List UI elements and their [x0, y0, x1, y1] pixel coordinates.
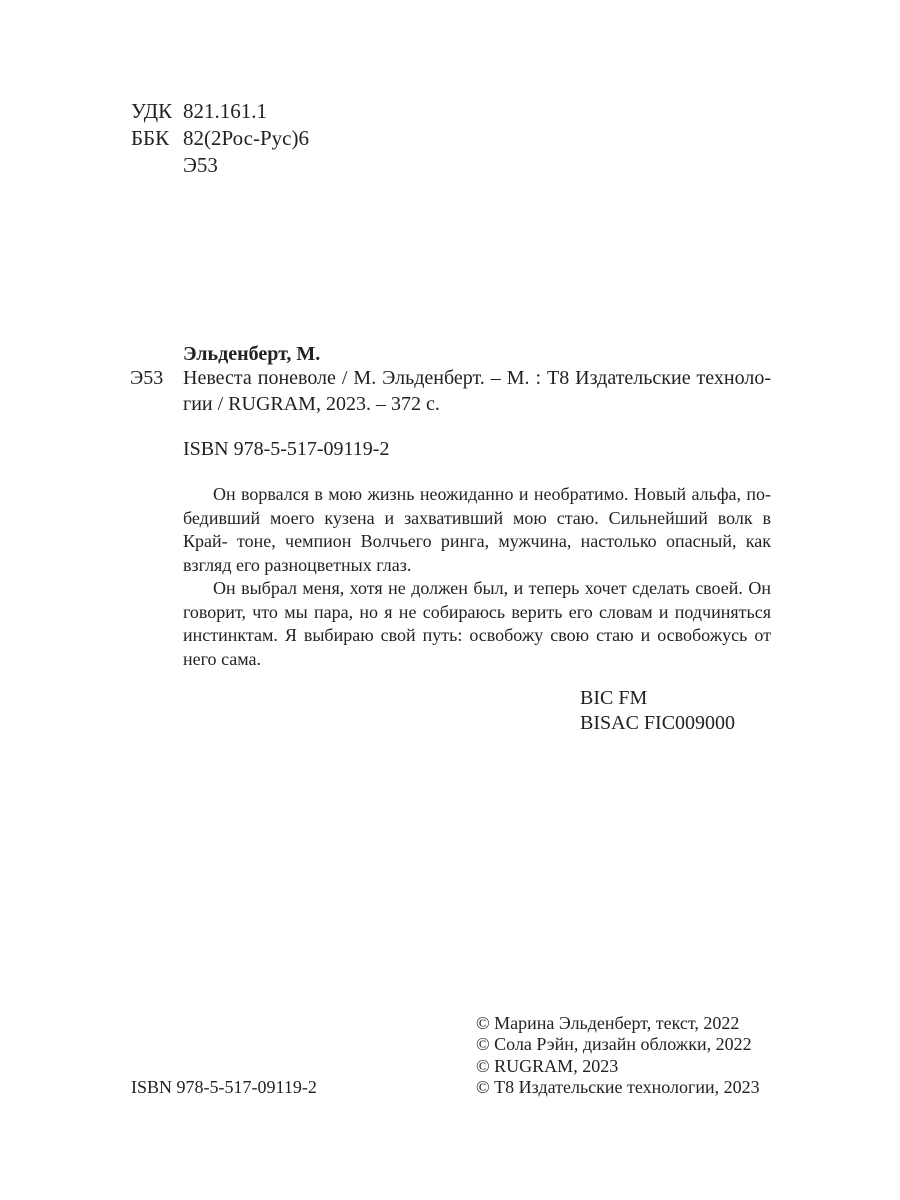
annotation-line: Он ворвался в мою жизнь неожиданно и необратимо. Новый альфа, по-	[213, 484, 771, 504]
annotation-line: инстинктам. Я выбираю свой путь: освобожу свою стаю и освобожусь от него	[183, 625, 771, 669]
catalog-description-line-1: Невеста поневоле / М. Эльденберт. – М. : Т8 Издательские техноло-	[183, 367, 771, 389]
copyright-line: © Сола Рэйн, дизайн обложки, 2022	[476, 1034, 752, 1055]
annotation	[183, 483, 771, 671]
copyright-line: © Марина Эльденберт, текст, 2022	[476, 1013, 740, 1033]
author-mark: Э53	[183, 153, 218, 177]
udk-label: УДК	[131, 99, 173, 123]
annotation-line: разноцветных глаз.	[264, 554, 412, 575]
catalog-description-line-2: гии / RUGRAM, 2023. – 372 с.	[183, 393, 440, 415]
annotation-paragraph-1	[183, 483, 771, 577]
annotation-line: бедивший моего кузена и захвативший мою стаю. Сильнейший волк в Край-	[183, 507, 771, 551]
annotation-line: Он выбрал меня, хотя не должен был, и теперь хочет сделать своей. Он	[213, 578, 771, 598]
bbk-value: 82(2Рос-Рус)6	[183, 126, 309, 150]
bbk-label: ББК	[131, 126, 170, 150]
subject-codes	[580, 686, 735, 736]
copyright-line: © RUGRAM, 2023	[476, 1055, 619, 1076]
annotation-line: тоне, чемпион Волчьего ринга, мужчина, настолько опасный, как взгляд его	[183, 531, 772, 575]
copyright-line: © Т8 Издательские технологии, 2023	[476, 1076, 760, 1097]
bisac-code: BISAC FIC009000	[580, 712, 736, 734]
author-heading: Эльденберт, М.	[183, 343, 321, 365]
annotation-line: сама.	[221, 648, 262, 669]
footer-isbn: ISBN 978-5-517-09119-2	[131, 1077, 317, 1097]
udk-value: 821.161.1	[183, 99, 267, 123]
annotation-line: говорит, что мы пара, но я не собираюсь верить его словам и подчиняться	[183, 601, 771, 622]
annotation-paragraph-2	[183, 577, 771, 671]
bic-code: BIC FM	[580, 687, 648, 709]
catalog-isbn: ISBN 978-5-517-09119-2	[183, 438, 390, 460]
copyright-block	[476, 1013, 760, 1098]
catalog-author-mark: Э53	[130, 367, 164, 389]
